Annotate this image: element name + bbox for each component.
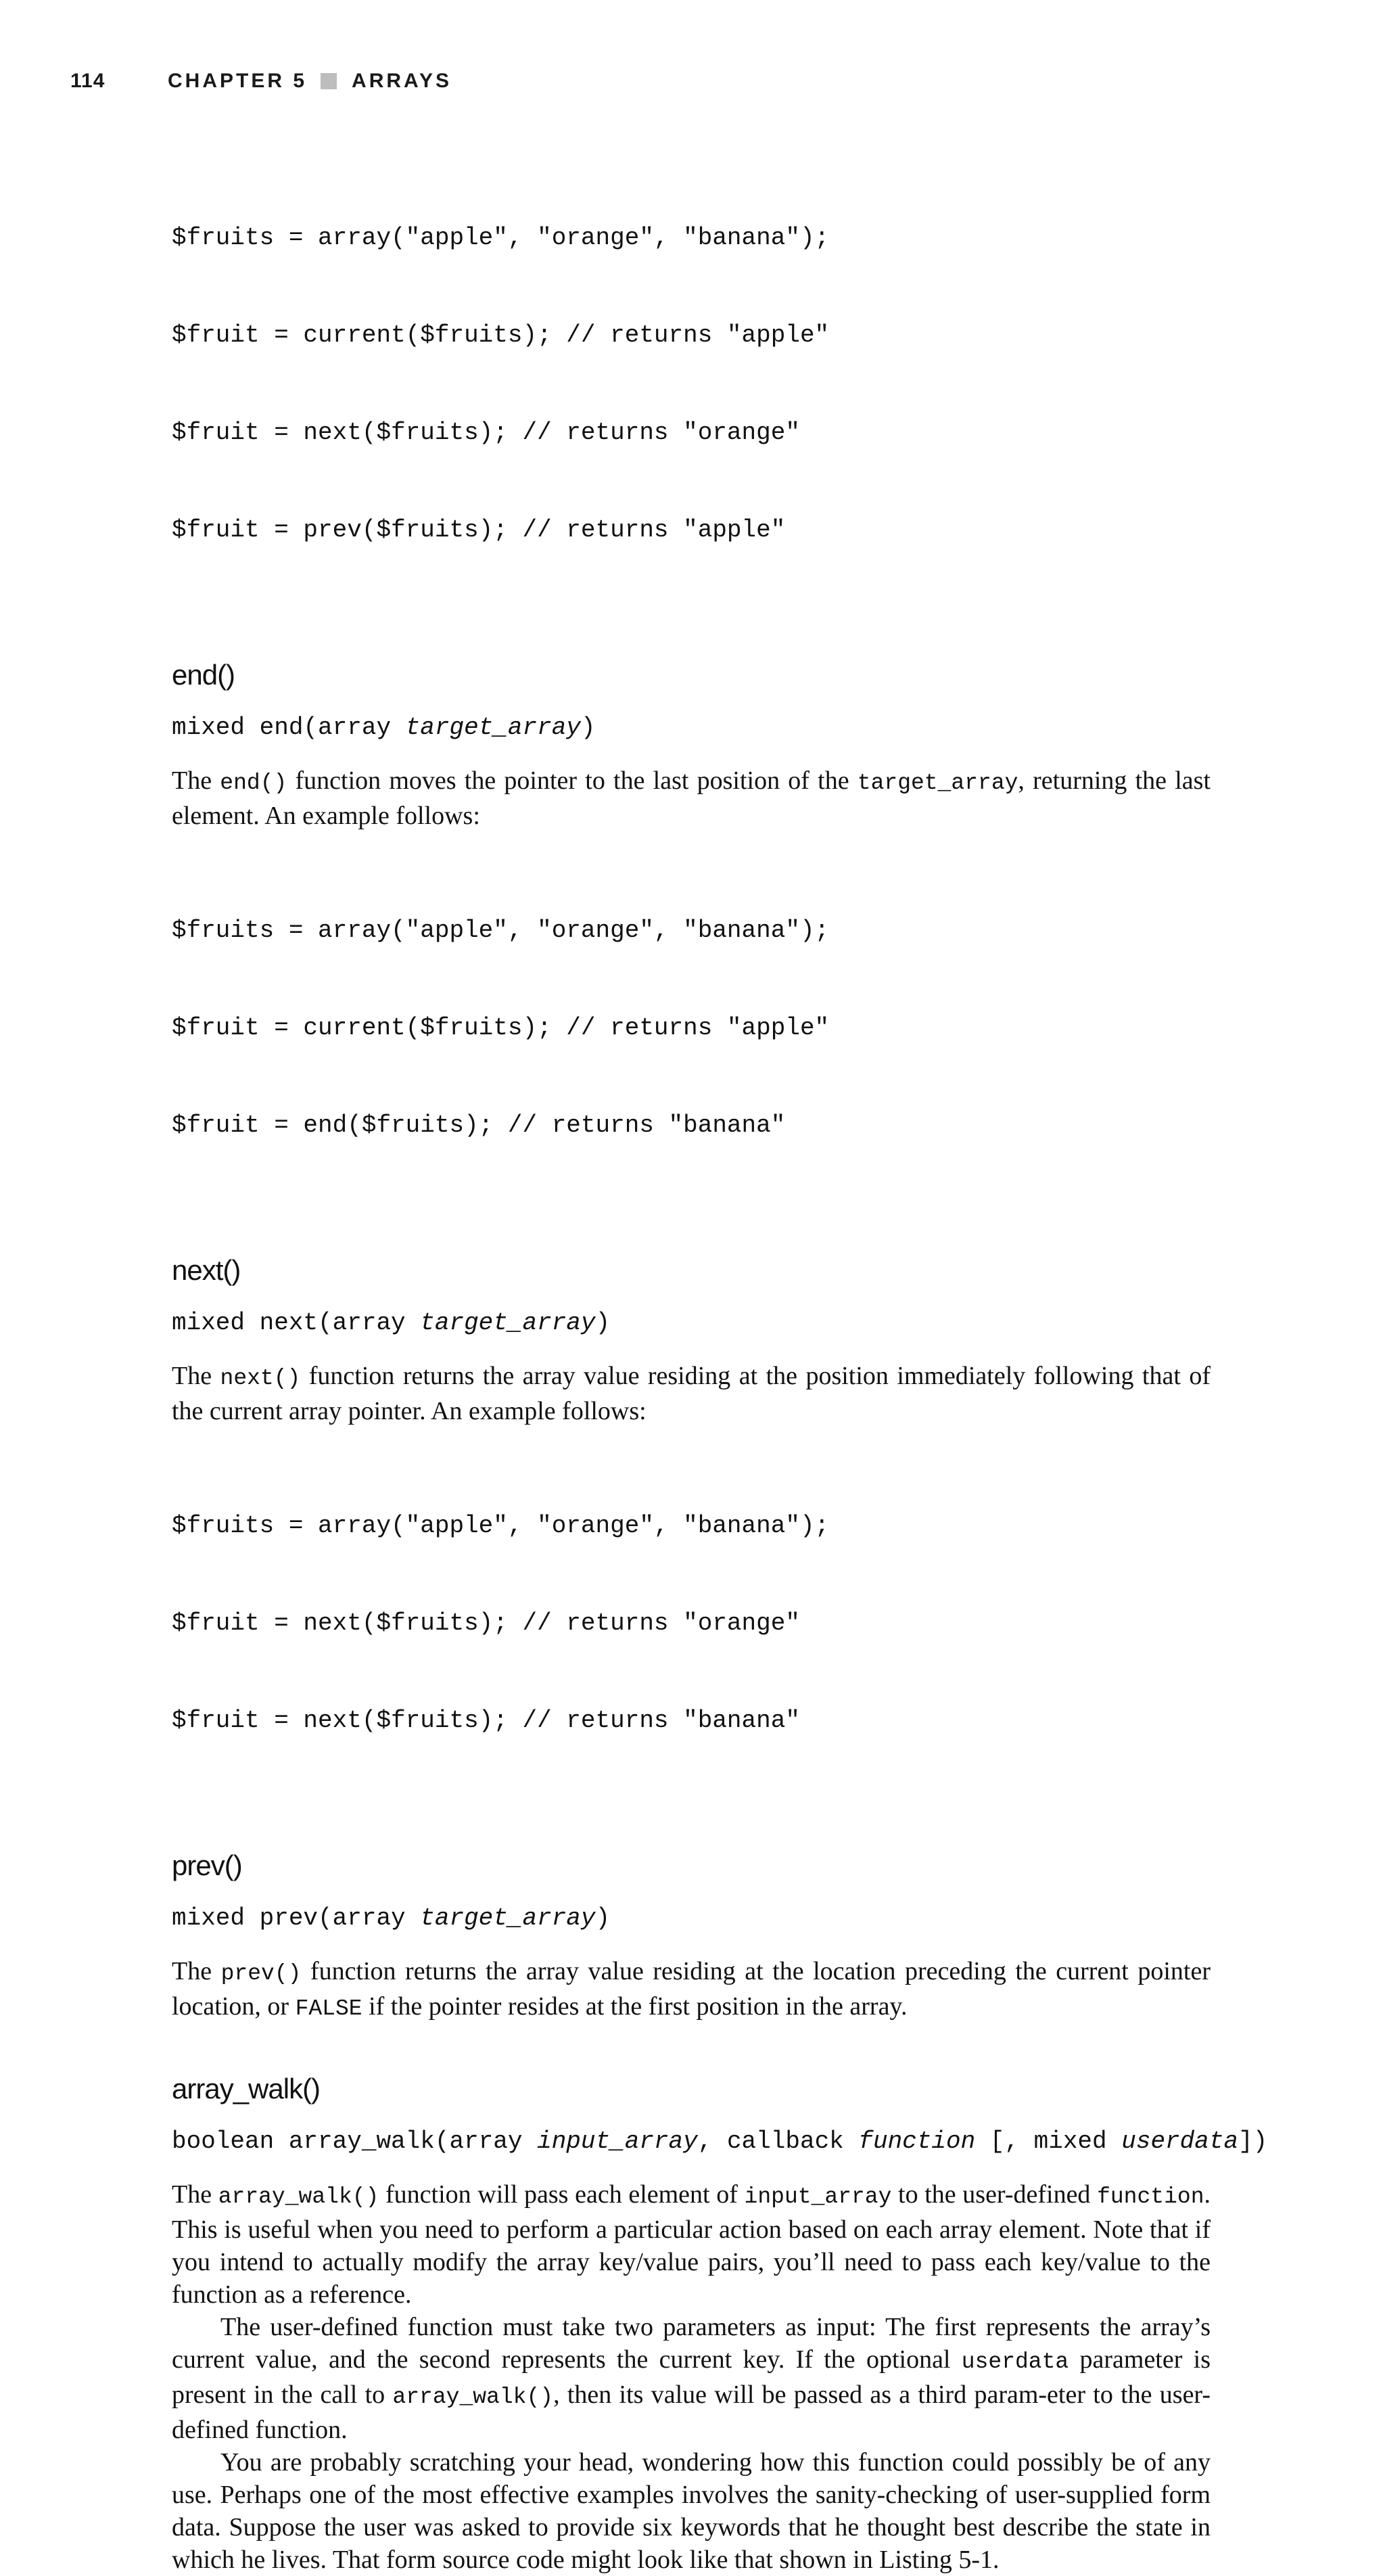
header-separator-square [321, 73, 337, 89]
signature-prev [172, 1902, 1211, 1935]
code-line: $fruit = current($fruits); // returns "apple" [172, 321, 830, 349]
inline-code: target_array [857, 770, 1018, 796]
signature-next [172, 1307, 1211, 1339]
chapter-label: CHAPTER 5 [168, 70, 308, 92]
text-run: The [172, 766, 220, 795]
text-run: parameter is present in the call to [172, 2345, 1211, 2409]
sig-text: ) [595, 1904, 611, 1932]
code-line: $fruits = array("apple", "orange", "banana"); [172, 917, 830, 944]
sig-param: userdata [1121, 2128, 1239, 2155]
sig-text: boolean array_walk(array [172, 2128, 538, 2155]
text-run: if the pointer resides at the first position in the array. [362, 1992, 908, 2021]
heading-prev: prev() [172, 1849, 242, 1881]
inline-code: userdata [961, 2349, 1069, 2374]
inline-code: prev() [220, 1961, 302, 1986]
code-line: $fruits = array("apple", "orange", "banana"); [172, 224, 830, 252]
sig-param: function [858, 2128, 976, 2155]
code-line: $fruit = next($fruits); // returns "orange" [172, 1609, 800, 1637]
sig-text: mixed prev(array [172, 1904, 421, 1932]
text-run: . This is useful when you need to perform a particular action based on each array element. Note that if you intend to actually modify the array key/value pairs, you’ll need to pass each key/value to the function as a reference. [172, 2180, 1211, 2309]
chapter-title: ARRAYS [352, 70, 452, 92]
code-line: $fruit = next($fruits); // returns "orange" [172, 419, 800, 446]
text-run: to the user-defined [891, 2180, 1098, 2209]
text-run: function returns the array value residing at the position immediately following that of the current array pointer. An example follows: [172, 1362, 1211, 1425]
sig-param: input_array [537, 2128, 698, 2155]
sig-text: mixed next(array [172, 1309, 421, 1337]
code-line: $fruit = current($fruits); // returns "apple" [172, 1014, 830, 1042]
sig-text: mixed end(array [172, 714, 406, 741]
sig-param: target_array [420, 1904, 596, 1932]
paragraph-array-walk-2 [172, 2311, 1211, 2446]
sig-text: , callback [697, 2128, 859, 2155]
paragraph-prev [172, 1955, 1211, 2025]
sig-text: ) [580, 714, 596, 741]
heading-end: end() [172, 659, 235, 691]
paragraph-array-walk-1 [172, 2178, 1211, 2311]
inline-code: end() [220, 770, 287, 796]
signature-end [172, 712, 1211, 744]
heading-next: next() [172, 1254, 241, 1286]
text-run: The [172, 2180, 218, 2209]
inline-code: function [1097, 2184, 1204, 2209]
text-run: The [172, 1362, 220, 1390]
inline-code: array_walk() [392, 2385, 554, 2410]
text-run: The user-defined function must take two parameters as input: The first represents the array’s current value, and the second represents the current key. If the optional [172, 2313, 1211, 2374]
sig-text: [, mixed [975, 2128, 1122, 2155]
text-run: function will pass each element of [379, 2180, 745, 2209]
code-block-next [172, 1445, 1211, 1802]
text-run: function returns the array value residing at the location preceding the current pointer location, or [172, 1957, 1211, 2021]
page-number: 114 [70, 70, 105, 92]
paragraph-next [172, 1360, 1211, 1427]
text-run: The [172, 1957, 221, 1985]
running-head [70, 65, 452, 97]
code-block-end [172, 850, 1211, 1207]
sig-text: ) [595, 1309, 611, 1337]
sig-param: target_array [405, 714, 581, 741]
paragraph-end [172, 764, 1211, 832]
text-run: , returning the last element. An example follows: [172, 766, 1211, 830]
code-block-intro [172, 157, 1211, 612]
signature-array-walk [172, 2125, 1268, 2158]
text-run: function moves the pointer to the last position of the [287, 766, 858, 795]
inline-code: array_walk() [218, 2184, 379, 2209]
code-line: $fruits = array("apple", "orange", "banana"); [172, 1512, 830, 1540]
code-line: $fruit = prev($fruits); // returns "apple" [172, 516, 786, 544]
sig-text: ]) [1238, 2128, 1268, 2155]
page-content [172, 157, 1268, 2576]
paragraph-array-walk-3: You are probably scratching your head, wondering how this function could possibly be of any use. Perhaps one of the most effective examples involves the sanity-checking of user-supplied form data. Suppose the user was asked to provide six keywords that he thought best describe the state in which he lives. That form source code might look like that shown in Listing 5-1. [172, 2448, 1211, 2574]
inline-code: FALSE [295, 1996, 362, 2021]
code-line: $fruit = next($fruits); // returns "banana" [172, 1707, 800, 1734]
inline-code: input_array [744, 2184, 892, 2209]
heading-array-walk: array_walk() [172, 2073, 321, 2104]
code-line: $fruit = end($fruits); // returns "banana" [172, 1111, 786, 1139]
sig-param: target_array [420, 1309, 596, 1337]
inline-code: next() [220, 1366, 301, 1391]
text-run: , then its value will be passed as a third param-eter to the user-defined function. [172, 2380, 1211, 2444]
